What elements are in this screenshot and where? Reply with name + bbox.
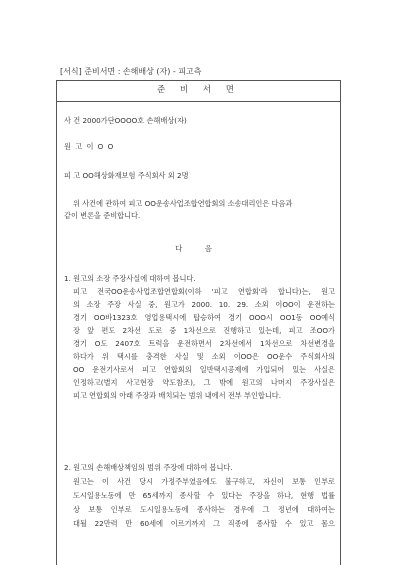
section-heading-2: 2. 원고의 손해배상책임의 범위 주장에 대하여 봅니다. (64, 463, 233, 472)
body-line: 의 소장 주장 사실 중, 원고가 2000. 10. 29. 소외 이OO이 운전하는 (73, 300, 335, 309)
body-line: 상 보통 인부로 도시일용노동에 종사하는 경우에 그 정년에 대하여는 (73, 505, 335, 514)
document-caption: [서식] 준비서면 : 손해배상 (자) - 피고측 (60, 67, 202, 76)
body-line: 대될 22만력 만 60세에 이르기까지 그 직종에 종사할 수 있고 몸으 (73, 519, 335, 528)
body-line: OO 운전기사로서 피고 연합회의 일반택시공제에 가입되어 있는 사실은 (73, 365, 335, 374)
body-line: 경기 OO바1323호 영업용택시에 탑승하여 경기 OOO시 OO1동 OO예식 (73, 313, 335, 322)
intro-line: 같이 변론을 준비합니다. (64, 211, 141, 220)
body-line: 도시일용노동에 만 65세까지 종사할 수 있다는 주장을 하나, 현행 법률 (73, 491, 335, 500)
body-line: 피고 전국OO운송사업조합연합회(이하 '피고 연합회'라 합니다)는, 원고 (73, 287, 335, 296)
intro-line: 위 사건에 관하여 피고 OO운송사업조합연합회의 소송대리인은 다음과 (73, 199, 293, 208)
body-line: 하다가 위 택시를 충격한 사실 및 소외 이OO은 OO운수 주식회사의 (73, 352, 335, 361)
section-heading-1: 1. 원고의 소장 주장사실에 대하여 봅니다. (64, 274, 196, 283)
defendant-line: 피 고 OO해상화재보험 주식회사 외 2명 (64, 171, 189, 180)
body-line: 장 앞 편도 2차선 도로 중 1차선으로 진행하고 있는데, 피고 조OO가 (73, 326, 335, 335)
body-line: 피고 연합회의 아래 주장과 배치되는 범위 내에서 전부 부인합니다. (73, 391, 282, 400)
document-title: 준 비 서 면 (56, 80, 341, 102)
case-number-line: 사 건 2000가단OOOO호 손해배상(자) (64, 116, 187, 125)
body-line: 경기 O도 2407호 트럭을 운전하면서 2차선에서 1차선으로 차선변경을 (73, 339, 335, 348)
section-heading: 다 음 (175, 244, 222, 253)
plaintiff-line: 원 고 이 O O (64, 142, 115, 151)
body-line: 인정하고(별지 사고현장 약도참조), 그 밖에 원고의 나머지 주장사실은 (73, 378, 335, 387)
body-line: 원고는 이 사건 당시 가정주부였음에도 불구하고, 자신이 보통 인부로 (73, 477, 335, 486)
